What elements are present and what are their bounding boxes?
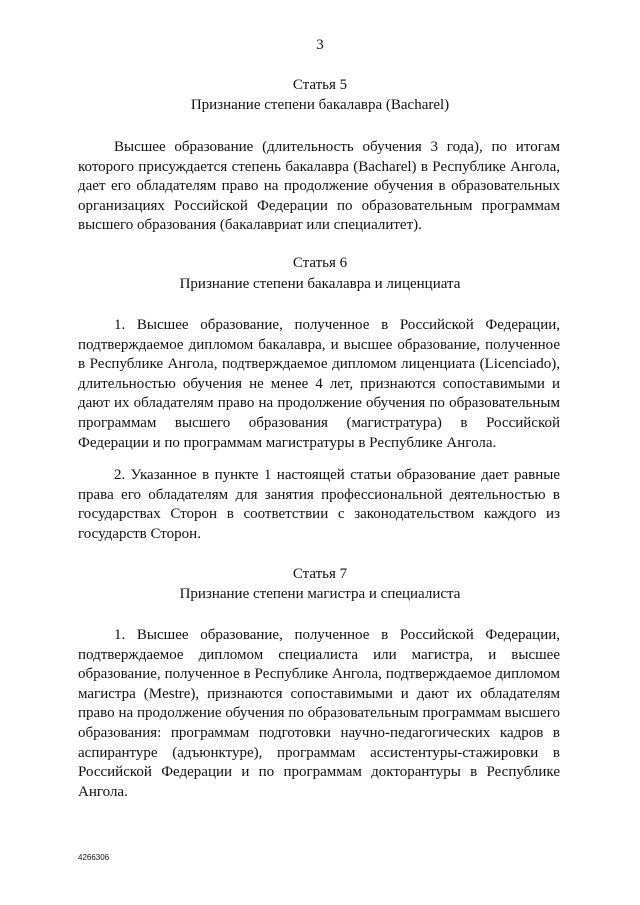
article-7-title: Статья 7 [292, 566, 348, 582]
article-5-paragraph-1: Высшее образование (длительность обучения 3 года), по итогам которого присуждается степень бакалавра (Bacharel) в Республике Ангола, дает его обладателям право на продолжение обучения в образовательных организациях Российской Федерации по образовательным программам высшего образования (бакалавриат или специалитет). [78, 139, 560, 234]
article-6-title: Статья 6 [292, 255, 348, 271]
article-6-paragraph-1: 1. Высшее образование, полученное в Российской Федерации, подтверждаемое дипломом бакалавра, и высшее образование, полученное в Республике Ангола, подтверждаемое дипломом лиценциата (Licenciado), длительностью обучения не менее 4 лет, признаются сопоставимыми и дают их обладателям право на продолжение обучения по образовательным программам высшего образования (магистратура) в Российской Федерации и по программам магистратуры в Республике Ангола. [78, 317, 560, 451]
article-6-heading: Признание степени бакалавра и лиценциата [179, 276, 461, 292]
article-6-paragraph-2: 2. Указанное в пункте 1 настоящей статьи образование дает равные права его обладателям для занятия профессиональной деятельностью в государствах Сторон в соответствии с законодательством каждого из государств Сторон. [78, 467, 560, 542]
article-7-paragraph-1: 1. Высшее образование, полученное в Российской Федерации, подтверждаемое дипломом специалиста или магистра, и высшее образование, полученное в Республике Ангола, подтверждаемое дипломом магистра (Mestre), признаются сопоставимыми и дают их обладателям право на продолжение обучения по образовательным программам высшего образования: программам подготовки научно-педагогических кадров в аспирантуре (адъюнктуре), программам ассистентуры-стажировки в Российской Федерации и по программам докторантуры в Республике Ангола. [78, 627, 560, 800]
article-5-title: Статья 5 [292, 77, 348, 93]
article-5-heading: Признание степени бакалавра (Bacharel) [190, 97, 450, 113]
article-7-heading: Признание степени магистра и специалиста [179, 586, 461, 602]
page-number: 3 [316, 37, 324, 53]
document-code: 4266306 [78, 853, 110, 862]
